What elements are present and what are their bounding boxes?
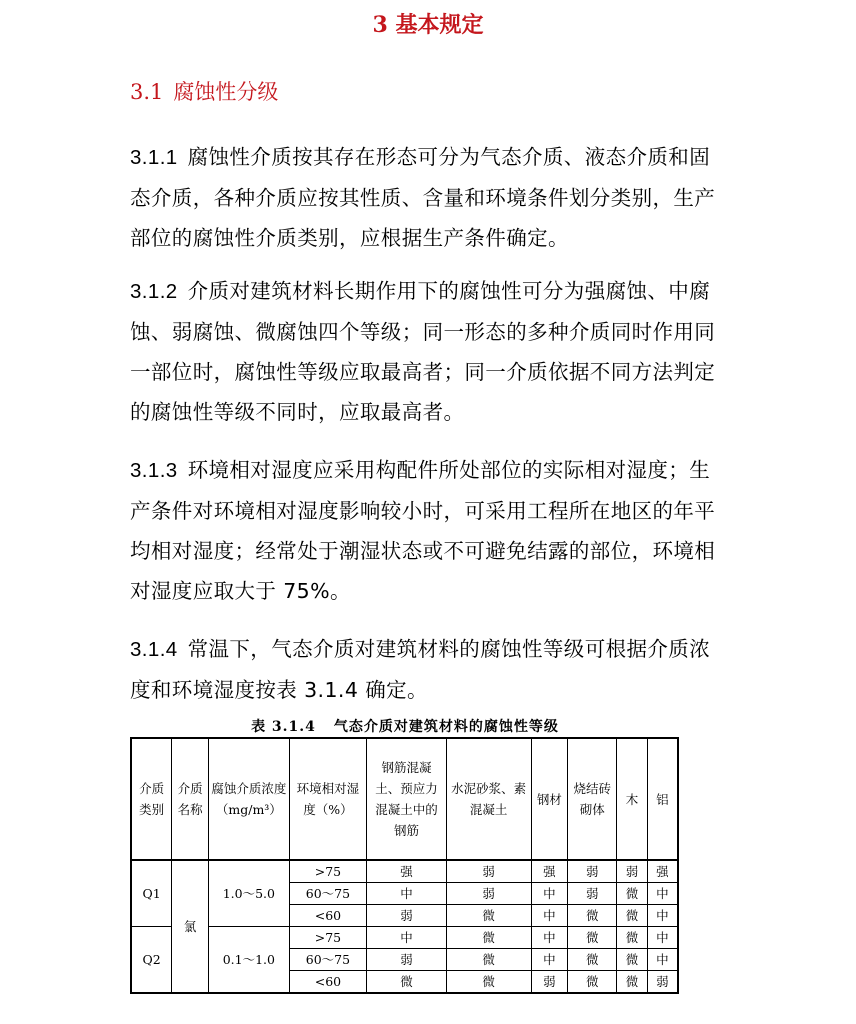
chapter-title: 3 基本规定 — [372, 12, 484, 38]
steel-cell: 中 — [531, 927, 568, 949]
humidity-cell: <60 — [289, 905, 367, 927]
category-cell: Q1 — [131, 860, 172, 927]
corrosion-grade-table — [130, 737, 679, 994]
steel-cell: 中 — [531, 949, 568, 971]
wood-cell: 微 — [617, 949, 648, 971]
table-header-row — [131, 738, 678, 860]
cement-cell: 微 — [446, 927, 531, 949]
brick-cell: 微 — [568, 905, 617, 927]
clause-number: 3.1.2 — [130, 280, 178, 303]
brick-cell: 微 — [568, 949, 617, 971]
brick-cell: 微 — [568, 927, 617, 949]
aluminum-cell: 弱 — [647, 971, 678, 994]
steel-cell: 中 — [531, 905, 568, 927]
cement-cell: 微 — [446, 949, 531, 971]
clause-text: 常温下，气态介质对建筑材料的腐蚀性等级可根据介质浓度和环境湿度按表 3.1.4 确定。 — [130, 637, 711, 702]
humidity-cell: 60～75 — [289, 949, 367, 971]
rebar-cell: 弱 — [367, 905, 447, 927]
brick-cell: 弱 — [568, 860, 617, 883]
humidity-cell: >75 — [289, 927, 367, 949]
header-name: 介质名称 — [172, 738, 209, 860]
cement-cell: 弱 — [446, 860, 531, 883]
clause-3-1-1 — [130, 137, 730, 258]
humidity-cell: <60 — [289, 971, 367, 994]
wood-cell: 微 — [617, 927, 648, 949]
table-row — [131, 860, 678, 883]
wood-cell: 微 — [617, 905, 648, 927]
rebar-cell: 中 — [367, 883, 447, 905]
clause-3-1-3 — [130, 450, 730, 611]
aluminum-cell: 中 — [647, 949, 678, 971]
clause-text: 腐蚀性介质按其存在形态可分为气态介质、液态介质和固态介质，各种介质应按其性质、含量和环境条件划分类别，生产部位的腐蚀性介质类别，应根据生产条件确定。 — [130, 145, 716, 250]
rebar-cell: 中 — [367, 927, 447, 949]
header-aluminum: 铝 — [647, 738, 678, 860]
table-number: 表 3.1.4 — [251, 719, 316, 735]
clause-number: 3.1.1 — [130, 146, 178, 169]
table-caption — [130, 716, 680, 736]
header-rebar: 钢筋混凝土、预应力混凝土中的钢筋 — [367, 738, 447, 860]
rebar-cell: 弱 — [367, 949, 447, 971]
rebar-cell: 强 — [367, 860, 447, 883]
concentration-cell: 1.0～5.0 — [209, 860, 290, 927]
clause-number: 3.1.4 — [130, 638, 178, 661]
brick-cell: 微 — [568, 971, 617, 994]
header-steel: 钢材 — [531, 738, 568, 860]
aluminum-cell: 中 — [647, 883, 678, 905]
header-brick: 烧结砖砌体 — [568, 738, 617, 860]
header-humidity: 环境相对湿度（%） — [289, 738, 367, 860]
rebar-cell: 微 — [367, 971, 447, 994]
clause-3-1-2 — [130, 271, 730, 432]
section-number: 3.1 — [130, 80, 164, 104]
aluminum-cell: 强 — [647, 860, 678, 883]
clause-text: 介质对建筑材料长期作用下的腐蚀性可分为强腐蚀、中腐蚀、弱腐蚀、微腐蚀四个等级；同一形态的多种介质同时作用同一部位时，腐蚀性等级应取最高者；同一介质依据不同方法判定的腐蚀性等级不同时，应取最高者。 — [130, 279, 716, 424]
concentration-cell: 0.1～1.0 — [209, 927, 290, 994]
clause-3-1-4 — [130, 629, 730, 710]
clause-text: 环境相对湿度应采用构配件所处部位的实际相对湿度；生产条件对环境相对湿度影响较小时，可采用工程所在地区的年平均相对湿度；经常处于潮湿状态或不可避免结露的部位，环境相对湿度应取大于 75%。 — [130, 458, 716, 603]
header-wood: 木 — [617, 738, 648, 860]
wood-cell: 微 — [617, 971, 648, 994]
wood-cell: 微 — [617, 883, 648, 905]
section-title: 腐蚀性分级 — [173, 80, 279, 104]
header-category: 介质类别 — [131, 738, 172, 860]
steel-cell: 强 — [531, 860, 568, 883]
cement-cell: 微 — [446, 905, 531, 927]
steel-cell: 弱 — [531, 971, 568, 994]
cement-cell: 弱 — [446, 883, 531, 905]
header-cement: 水泥砂浆、素混凝土 — [446, 738, 531, 860]
medium-name-cell: 氯 — [172, 860, 209, 993]
aluminum-cell: 中 — [647, 927, 678, 949]
brick-cell: 弱 — [568, 883, 617, 905]
steel-cell: 中 — [531, 883, 568, 905]
section-heading — [130, 76, 278, 106]
table-row — [131, 927, 678, 949]
cement-cell: 微 — [446, 971, 531, 994]
table-title: 气态介质对建筑材料的腐蚀性等级 — [333, 719, 559, 735]
humidity-cell: >75 — [289, 860, 367, 883]
aluminum-cell: 中 — [647, 905, 678, 927]
humidity-cell: 60～75 — [289, 883, 367, 905]
clause-number: 3.1.3 — [130, 459, 178, 482]
wood-cell: 弱 — [617, 860, 648, 883]
header-concentration: 腐蚀介质浓度（mg/m³） — [209, 738, 290, 860]
category-cell: Q2 — [131, 927, 172, 994]
